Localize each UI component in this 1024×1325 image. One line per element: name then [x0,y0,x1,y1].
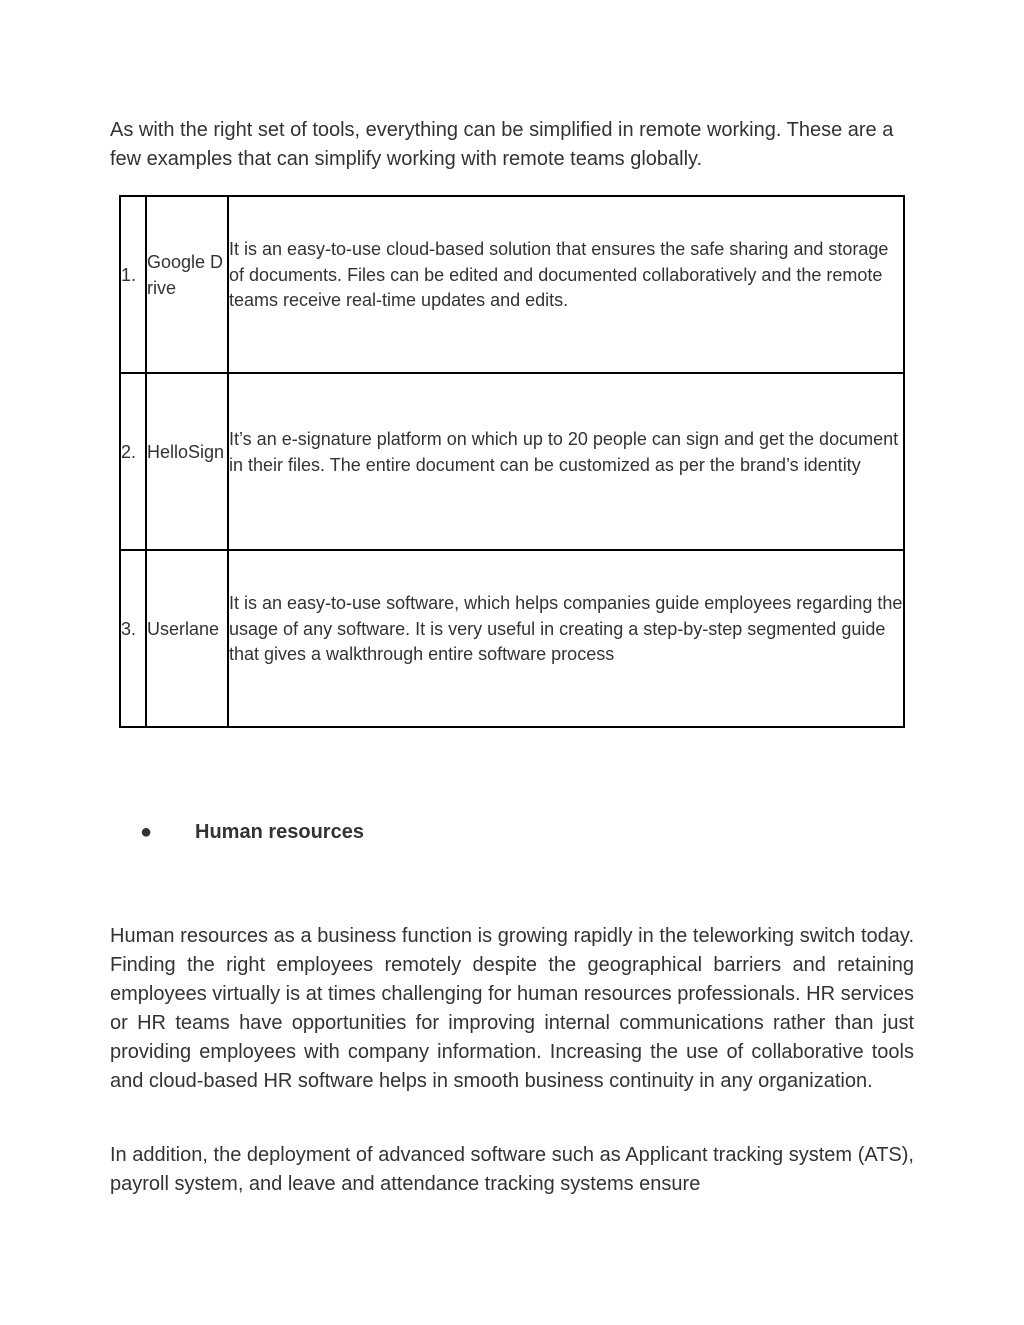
bullet-icon: ● [140,821,153,843]
body-paragraph: In addition, the deployment of advanced software such as Applicant tracking system (ATS), payroll system, and leave and attendance tracking systems ensure [110,1144,914,1195]
intro-paragraph: As with the right set of tools, everything can be simplified in remote working. These are a few examples that can simplify working with remote teams globally. [110,119,894,170]
tool-description: It is an easy-to-use software, which helps companies guide employees regarding the usage of any software. It is very useful in creating a step-by-step segmented guide that gives a walkthrough entire software process [228,550,904,727]
tools-table [119,195,905,728]
table-row [120,550,904,727]
body-paragraph: Human resources as a business function is growing rapidly in the teleworking switch today. Finding the right employees remotely despite the geographical barriers and retaining employees virtually is at times challenging for human resources professionals. HR services or HR teams have opportunities for improving internal communications rather than just providing employees with company information. Increasing the use of collaborative tools and cloud-based HR software helps in smooth business continuity in any organization. [110,925,914,1092]
row-number: 1. [120,196,146,373]
section-heading-text: Human resources [195,821,364,843]
table-row [120,196,904,373]
row-number: 3. [120,550,146,727]
tool-name: HelloSign [146,373,228,550]
tool-name: Google Drive [146,196,228,373]
row-number: 2. [120,373,146,550]
tool-description: It is an easy-to-use cloud-based solution that ensures the safe sharing and storage of documents. Files can be edited and documented collaboratively and the remote teams receive real-time updates and edits. [228,196,904,373]
tool-name: Userlane [146,550,228,727]
tool-description: It’s an e-signature platform on which up to 20 people can sign and get the document in their files. The entire document can be customized as per the brand’s identity [228,373,904,550]
table-row [120,373,904,550]
section-heading [140,818,364,846]
